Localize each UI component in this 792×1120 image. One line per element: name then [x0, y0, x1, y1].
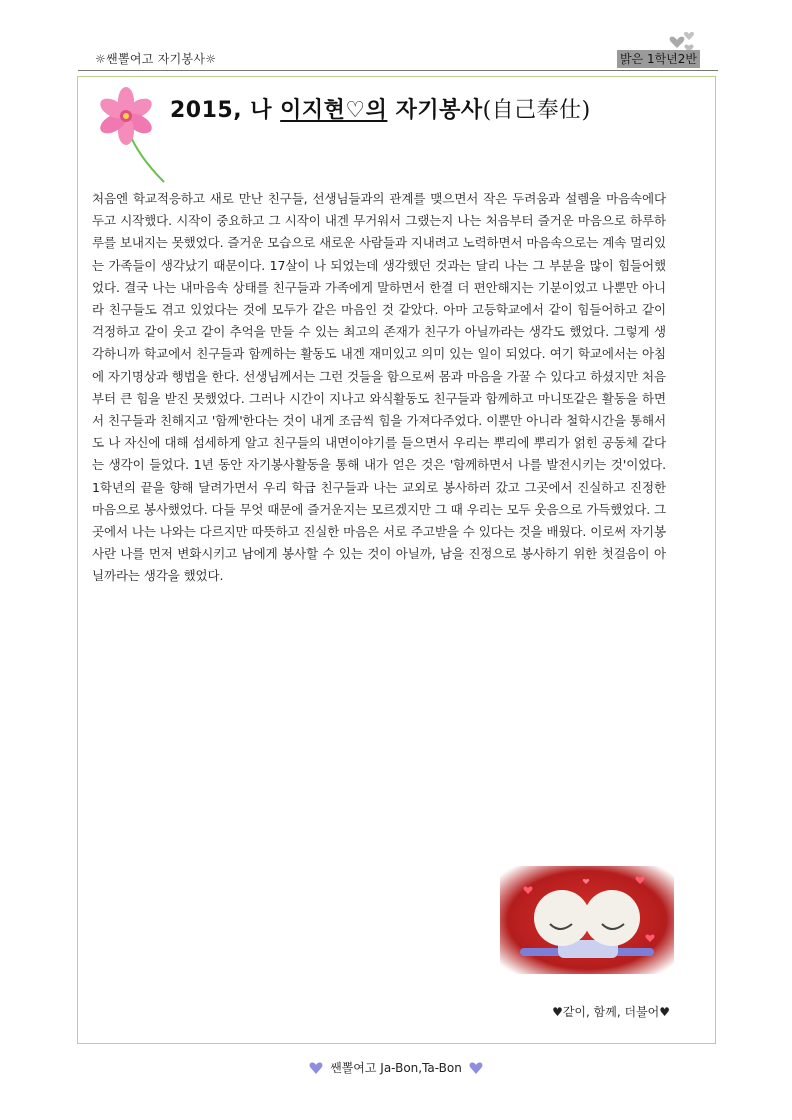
header-divider — [78, 70, 718, 71]
cosmos-flower-icon — [94, 86, 174, 186]
header-left-title: ☼쌘뽈여고 자기봉사☼ — [95, 52, 217, 66]
friends-illustration — [500, 866, 674, 974]
footer-text: 쌘뽈여고 Ja-Bon,Ta-Bon — [330, 1061, 462, 1075]
image-caption: ♥같이, 함께, 더불어♥ — [552, 1005, 670, 1019]
footer-heart-right-icon — [468, 1061, 484, 1075]
footer-heart-left-icon — [308, 1061, 324, 1075]
page-title — [170, 93, 591, 124]
title-prefix: 2015, 나 — [170, 98, 281, 123]
title-name: 이지현♡의 — [280, 98, 388, 123]
header-class-badge: 밝은 1학년2반 — [617, 50, 700, 68]
page-footer — [0, 1059, 792, 1078]
title-suffix: 자기봉사 — [387, 98, 483, 123]
essay-paragraph: 처음엔 학교적응하고 새로 만난 친구들, 선생님들과의 관계를 맺으면서 작은 두려움과 설렘을 마음속에다 두고 시작했다. 시작이 중요하고 그 시작이 내겐 무거워서 그랬는지 나는 처음부터 즐거운 마음으로 하루하루를 보내지는 못했었다. 즐거운 모습으로 새로운 사람들과 지내려고 노력하면서 마음속으로는 계속 멀리있는 가족들이 생각났기 때문이다. 17살이 나 되었는데 생각했던 것과는 달리 나는 그 부분을 많이 힘들어했었다. 결국 나는 내마음속 상태를 친구들과 가족에게 말하면서 한결 더 편안해지는 기분이었고 나뿐만 아니라 친구들도 겪고 있었다는 것에 모두가 같은 마음인 것 같았다. 아마 고등학교에서 같이 힘들어하고 같이 걱정하고 같이 웃고 같이 추억을 만들 수 있는 최고의 존재가 친구가 아닐까라는 생각도 했었다. 그렇게 생각하니까 학교에서 친구들과 함께하는 활동도 내겐 재미있고 의미 있는 일이 되었다. 여기 학교에서는 아침에 자기명상과 행법을 한다. 선생님께서는 그런 것들을 함으로써 몸과 마음을 가꿀 수 있다고 하셨지만 처음부터 큰 힘을 받진 못했었다. 그러나 시간이 지나고 와식활동도 친구들과 함께하고 마니또같은 활동을 하면서 친구들과 친해지고 '함께'한다는 것이 내게 조금씩 힘을 가져다주었다. 이뿐만 아니라 철학시간을 통해서도 나 자신에 대해 섬세하게 알고 친구들의 내면이야기를 들으면서 우리는 뿌리에 뿌리가 얽힌 공동체 같다는 생각이 들었다. 1년 동안 자기봉사활동을 통해 내가 얻은 것은 '함께하면서 나를 발전시키는 것'이었다. 1학년의 끝을 향해 달려가면서 우리 학급 친구들과 나는 교외로 봉사하러 갔고 그곳에서 진실하고 진정한 마음으로 봉사했었다. 다들 무엇 때문에 즐거운지는 모르겠지만 그 때 우리는 모두 웃음으로 가득했었다. 그곳에서 나는 나와는 다르지만 따뜻하고 진실한 마음은 서로 주고받을 수 있다는 것을 배웠다. 이로써 자기봉사란 나를 먼저 변화시키고 남에게 봉사할 수 있는 것이 아닐까, 남을 진정으로 봉사하기 위한 첫걸음이 아닐까라는 생각을 했었다. — [92, 191, 666, 584]
title-hanja: (自己奉仕) — [482, 98, 591, 123]
